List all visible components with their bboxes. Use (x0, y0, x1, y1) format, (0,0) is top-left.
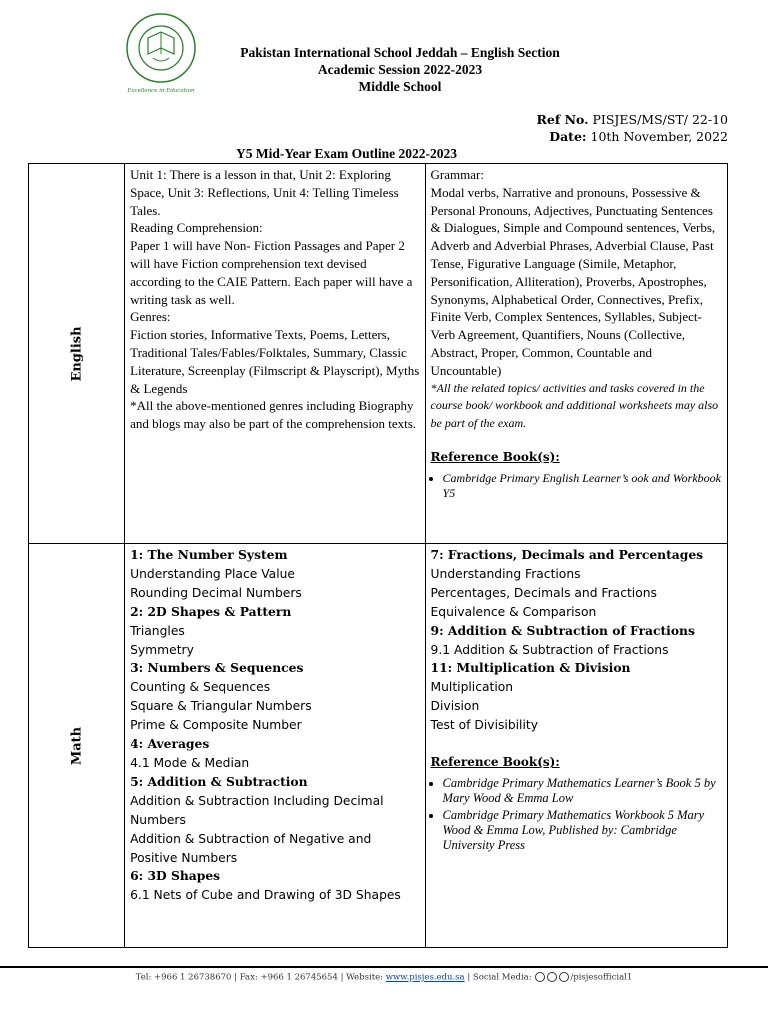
english-row (29, 164, 728, 544)
reference-number: Ref No. PISJES/MS/ST/ 22-10 (536, 112, 728, 127)
topic-item: Multiplication (430, 680, 514, 695)
school-name: Pakistan International School Jeddah – English Section (240, 45, 560, 60)
topic-item: 6.1 Nets of Cube and Drawing of 3D Shapes (130, 888, 401, 903)
math-row (29, 544, 728, 948)
topic-item: Understanding Place Value (130, 566, 295, 581)
topic-item: Addition & Subtraction of Negative and Positive Numbers (130, 831, 372, 865)
document-date: Date: 10th November, 2022 (549, 129, 728, 144)
topic-item: Understanding Fractions (430, 566, 581, 581)
twitter-icon[interactable] (547, 972, 557, 982)
school-section: Middle School (358, 79, 442, 94)
exam-outline-table (28, 163, 728, 948)
topic-item: 4.1 Mode & Median (130, 755, 250, 770)
topic-heading: 1: The Number System (130, 547, 288, 562)
topic-heading: 4: Averages (130, 736, 210, 752)
topic-item: Equivalence & Comparison (430, 604, 597, 619)
footer-divider (0, 966, 768, 968)
topic-heading: 6: 3D Shapes (130, 868, 221, 884)
facebook-icon[interactable] (559, 972, 569, 982)
svg-text:Excellence in Education: Excellence in Education (127, 88, 195, 94)
topic-heading: 3: Numbers & Sequences (130, 660, 304, 676)
document-title: Y5 Mid-Year Exam Outline 2022-2023 (236, 146, 457, 161)
topic-item: Prime & Composite Number (130, 718, 302, 733)
topic-item: Square & Triangular Numbers (130, 699, 312, 714)
topic-item: Triangles (130, 623, 185, 638)
topic-heading: 7: Fractions, Decimals and Percentages (430, 547, 704, 562)
topic-heading: 11: Multiplication & Division (430, 660, 631, 676)
math-reference-books: • Cambridge Primary Mathematics Learner’s Book 5 by Mary Wood & Emma Low • Cambridge Primary Mathematics Workbook 5 Mary Wood & Emma Low, Published by: Cambridge University Press (431, 776, 722, 853)
subject-cell-english: English (29, 164, 125, 544)
english-reference-books: • Cambridge Primary English Learner’s ook and Workbook Y5 (431, 471, 722, 501)
topic-item: Rounding Decimal Numbers (130, 585, 302, 600)
english-units-cell: Unit 1: There is a lesson in that, Unit 2: Exploring Space, Unit 3: Reflections, Unit 4: Telling Timeless Tales. Reading Comprehension: Paper 1 will have Non- Fiction Passages and Paper 2 will have Fiction comprehension text devised according to the CAIE Pattern. Each paper will have a writing task as well. Genres: Fiction stories, Informative Texts, Poems, Letters, Traditional Tales/Fables/Folktales, Summary, Classic Literature, Screenplay (Filmscript & Playscript), Myths & Legends *All the above-mentioned genres including Biography and blogs may also be part of the comprehension texts. (125, 164, 425, 544)
footer-contact: Tel: +966 1 26738670 | Fax: +966 1 26745654 | Website: www.pisjes.edu.sa | Social Media: /pisjesofficial1 (135, 972, 633, 983)
instagram-icon[interactable] (535, 972, 545, 982)
english-grammar-cell: Grammar: Modal verbs, Narrative and pronouns, Possessive & Personal Pronouns, Adjectives, Punctuating Sentences & Dialogues, Simple and Compound sentences, Verbs, Adverb and Adverbial Phrases, Adverbial Clause, Past Tense, Figurative Language (Simile, Metaphor, Personification, Alliteration), Proverbs, Apostrophes, Synonyms, Alphabetical Order, Connectives, Prefix, Finite Verb, Complex Sentences, Syllables, Subject-Verb Agreement, Quantifiers, Nouns (Collective, Abstract, Proper, Common, Countable and Uncountable) *All the related topics/ activities and tasks covered in the course book/ workbook and additional worksheets may also be part of the exam. Reference Book(s): • Cambridge Primary English Learner’s ook and Workbook Y5 (425, 164, 727, 544)
topic-heading: 5: Addition & Subtraction (130, 773, 308, 789)
topic-item: Symmetry (130, 642, 194, 657)
topic-item: Counting & Sequences (130, 680, 271, 695)
topic-heading: 2: 2D Shapes & Pattern (130, 603, 292, 619)
school-logo (118, 8, 204, 94)
topic-item: Addition & Subtraction Including Decimal Numbers (130, 793, 384, 827)
topic-item: Percentages, Decimals and Fractions (430, 585, 657, 600)
topic-item: 9.1 Addition & Subtraction of Fractions (430, 642, 669, 657)
math-topics-left (125, 544, 425, 948)
topic-item: Division (430, 699, 480, 714)
topic-heading: 9: Addition & Subtraction of Fractions (430, 622, 695, 638)
academic-session: Academic Session 2022-2023 (317, 62, 483, 77)
math-topics-right: 7: Fractions, Decimals and Percentages Understanding Fractions Percentages, Decimals and Fractions Equivalence & Comparison 9: Addition & Subtraction of Fractions 9.1 Addition & Subtraction of Fractions 11: Multiplication & Division Multiplication Division Test of Divisibility Reference Book(s): • Cambridge Primary Mathematics Learner’s Book 5 by Mary Wood & Emma Low • Cambridge Primary Mathematics Workbook 5 Mary Wood & Emma Low, Published by: Cambridge University Press (425, 544, 727, 948)
topic-item: Test of Divisibility (430, 718, 538, 733)
subject-cell-math: Math (29, 544, 125, 948)
website-link[interactable]: www.pisjes.edu.sa (385, 972, 465, 983)
